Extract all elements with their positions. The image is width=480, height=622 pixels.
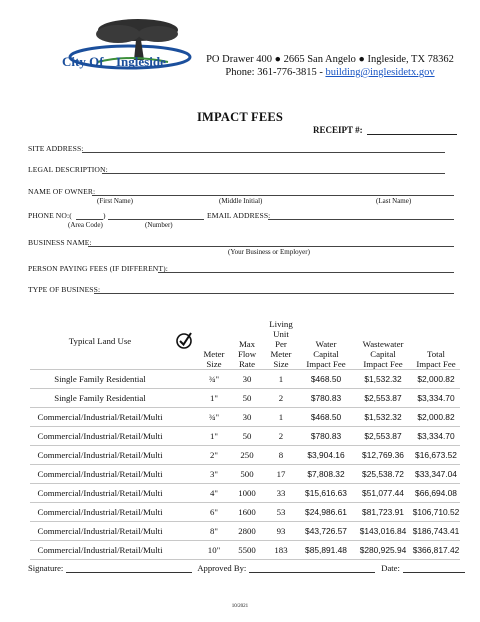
table-cell: $2,000.82: [412, 408, 460, 427]
table-cell: ¾": [198, 370, 230, 389]
table-cell: Commercial/Industrial/Retail/Multi: [30, 503, 170, 522]
type-of-business-input[interactable]: [94, 293, 454, 294]
legal-description-input[interactable]: [102, 173, 445, 174]
table-cell: $2,553.87: [354, 389, 412, 408]
check-cell: [170, 389, 198, 408]
table-cell: 1": [198, 427, 230, 446]
table-cell: 93: [264, 522, 298, 541]
check-cell: [170, 522, 198, 541]
table-cell: Commercial/Industrial/Retail/Multi: [30, 484, 170, 503]
table-cell: $81,723.91: [354, 503, 412, 522]
owner-name-input[interactable]: [92, 195, 454, 196]
person-paying-label: PERSON PAYING FEES (IF DIFFERENT):: [28, 264, 168, 273]
signature-row: [28, 563, 468, 573]
table-cell: $3,904.16: [298, 446, 354, 465]
table-cell: $280,925.94: [354, 541, 412, 560]
site-address-input[interactable]: [82, 152, 445, 153]
table-cell: 10": [198, 541, 230, 560]
first-name-hint: (First Name): [97, 197, 133, 205]
table-header-row: [30, 305, 460, 370]
table-cell: $780.83: [298, 389, 354, 408]
phone-line: [205, 66, 455, 79]
check-cell: [170, 484, 198, 503]
table-cell: $1,532.32: [354, 408, 412, 427]
table-cell: Commercial/Industrial/Retail/Multi: [30, 465, 170, 484]
check-circle-icon: [175, 331, 193, 349]
city-logo: [58, 14, 198, 76]
type-of-business-label: TYPE OF BUSINESS:: [28, 285, 101, 294]
table-cell: $780.83: [298, 427, 354, 446]
legal-description-label: LEGAL DESCRIPTION:: [28, 165, 108, 174]
business-name-hint: (Your Business or Employer): [228, 248, 310, 256]
table-row: [30, 389, 460, 408]
last-name-hint: (Last Name): [376, 197, 412, 205]
table-row: [30, 446, 460, 465]
table-cell: 2: [264, 389, 298, 408]
table-cell: Single Family Residential: [30, 389, 170, 408]
table-cell: Commercial/Industrial/Retail/Multi: [30, 427, 170, 446]
table-cell: 6": [198, 503, 230, 522]
signature-label: Signature:: [28, 563, 64, 573]
date-label: Date:: [381, 563, 400, 573]
table-cell: $2,000.82: [412, 370, 460, 389]
table-cell: 1000: [230, 484, 264, 503]
table-cell: $85,891.48: [298, 541, 354, 560]
receipt-field: [313, 125, 457, 135]
address-line: PO Drawer 400 ● 2665 San Angelo ● Ingleside, TX 78362: [206, 54, 454, 65]
check-cell: [170, 446, 198, 465]
business-name-label: BUSINESS NAME:: [28, 238, 92, 247]
table-cell: Commercial/Industrial/Retail/Multi: [30, 408, 170, 427]
table-cell: $366,817.42: [412, 541, 460, 560]
table-cell: Commercial/Industrial/Retail/Multi: [30, 541, 170, 560]
table-row: [30, 541, 460, 560]
table-cell: 2": [198, 446, 230, 465]
table-cell: 53: [264, 503, 298, 522]
table-cell: 4": [198, 484, 230, 503]
check-cell: [170, 465, 198, 484]
table-cell: $7,808.32: [298, 465, 354, 484]
approved-by-label: Approved By:: [197, 563, 247, 573]
logo-city-text: City Of: [62, 54, 104, 69]
area-code-hint: (Area Code): [68, 221, 103, 229]
table-row: [30, 522, 460, 541]
form-version: 10/2021: [231, 604, 249, 609]
table-cell: 1: [264, 370, 298, 389]
table-cell: $15,616.63: [298, 484, 354, 503]
table-cell: $16,673.52: [412, 446, 460, 465]
table-cell: 1": [198, 389, 230, 408]
check-cell: [170, 370, 198, 389]
table-row: [30, 370, 460, 389]
phone-label: PHONE NO:(: [28, 211, 72, 220]
table-cell: $2,553.87: [354, 427, 412, 446]
email-link[interactable]: building@inglesidetx.gov: [325, 67, 435, 78]
table-cell: 183: [264, 541, 298, 560]
table-cell: Single Family Residential: [30, 370, 170, 389]
header-land-use: Typical Land Use: [68, 336, 132, 346]
owner-name-label: NAME OF OWNER:: [28, 187, 96, 196]
table-cell: 30: [230, 408, 264, 427]
table-cell: 500: [230, 465, 264, 484]
phone-number-input[interactable]: [108, 219, 204, 220]
table-row: [30, 427, 460, 446]
middle-initial-hint: (Middle Initial): [219, 197, 263, 205]
number-hint: (Number): [145, 221, 173, 229]
table-cell: $12,769.36: [354, 446, 412, 465]
table-cell: $3,334.70: [412, 427, 460, 446]
phone-paren: ): [103, 211, 106, 220]
check-cell: [170, 541, 198, 560]
table-cell: 50: [230, 427, 264, 446]
table-cell: 50: [230, 389, 264, 408]
table-cell: $33,347.04: [412, 465, 460, 484]
table-cell: 2800: [230, 522, 264, 541]
check-cell: [170, 427, 198, 446]
table-body: [30, 370, 460, 560]
header-living-unit: Living Unit Per Meter Size: [269, 319, 293, 369]
table-row: [30, 503, 460, 522]
table-row: [30, 465, 460, 484]
table-cell: ¾": [198, 408, 230, 427]
check-cell: [170, 408, 198, 427]
phone-text: Phone: 361-776-3815 -: [225, 67, 326, 78]
table-cell: 5500: [230, 541, 264, 560]
table-cell: $1,532.32: [354, 370, 412, 389]
area-code-input[interactable]: [76, 219, 103, 220]
table-cell: $25,538.72: [354, 465, 412, 484]
logo-name-text: Ingleside: [116, 54, 166, 69]
header-check: [170, 305, 198, 370]
table-cell: $106,710.52: [412, 503, 460, 522]
table-cell: 17: [264, 465, 298, 484]
table-cell: $66,694.08: [412, 484, 460, 503]
table-row: [30, 408, 460, 427]
table-row: [30, 484, 460, 503]
table-cell: $468.50: [298, 370, 354, 389]
date-field: [381, 563, 465, 573]
impact-fee-table: [30, 305, 460, 560]
check-cell: [170, 503, 198, 522]
approved-by-input[interactable]: [249, 564, 375, 573]
person-paying-input[interactable]: [158, 272, 454, 273]
table-cell: $43,726.57: [298, 522, 354, 541]
site-address-label: SITE ADDRESS:: [28, 144, 84, 153]
table-cell: 250: [230, 446, 264, 465]
table-cell: $24,986.61: [298, 503, 354, 522]
header-total: Total Impact Fee: [416, 349, 456, 369]
table-cell: 1: [264, 408, 298, 427]
table-cell: 3": [198, 465, 230, 484]
receipt-label: RECEIPT #:: [313, 125, 363, 135]
signature-field: [28, 563, 192, 573]
header-wastewater: Wastewater Capital Impact Fee: [362, 339, 404, 369]
receipt-input[interactable]: [367, 126, 457, 135]
business-name-input[interactable]: [88, 246, 454, 247]
header-address: [205, 53, 455, 79]
date-input[interactable]: [403, 564, 465, 573]
table-cell: 8": [198, 522, 230, 541]
table-cell: $468.50: [298, 408, 354, 427]
table-cell: 30: [230, 370, 264, 389]
table-cell: 33: [264, 484, 298, 503]
table-cell: $3,334.70: [412, 389, 460, 408]
header-meter-size: Meter Size: [203, 349, 225, 369]
table-cell: Commercial/Industrial/Retail/Multi: [30, 446, 170, 465]
table-cell: $186,743.41: [412, 522, 460, 541]
table-cell: Commercial/Industrial/Retail/Multi: [30, 522, 170, 541]
signature-input[interactable]: [66, 564, 192, 573]
header-max-flow: Max Flow Rate: [237, 339, 257, 369]
approved-by-field: [197, 563, 375, 573]
page-title: IMPACT FEES: [196, 110, 284, 124]
table-cell: 1600: [230, 503, 264, 522]
table-cell: $143,016.84: [354, 522, 412, 541]
table-cell: 8: [264, 446, 298, 465]
email-label: EMAIL ADDRESS:: [207, 211, 271, 220]
email-input[interactable]: [268, 219, 454, 220]
header-water: Water Capital Impact Fee: [306, 339, 346, 369]
table-cell: 2: [264, 427, 298, 446]
table-cell: $51,077.44: [354, 484, 412, 503]
